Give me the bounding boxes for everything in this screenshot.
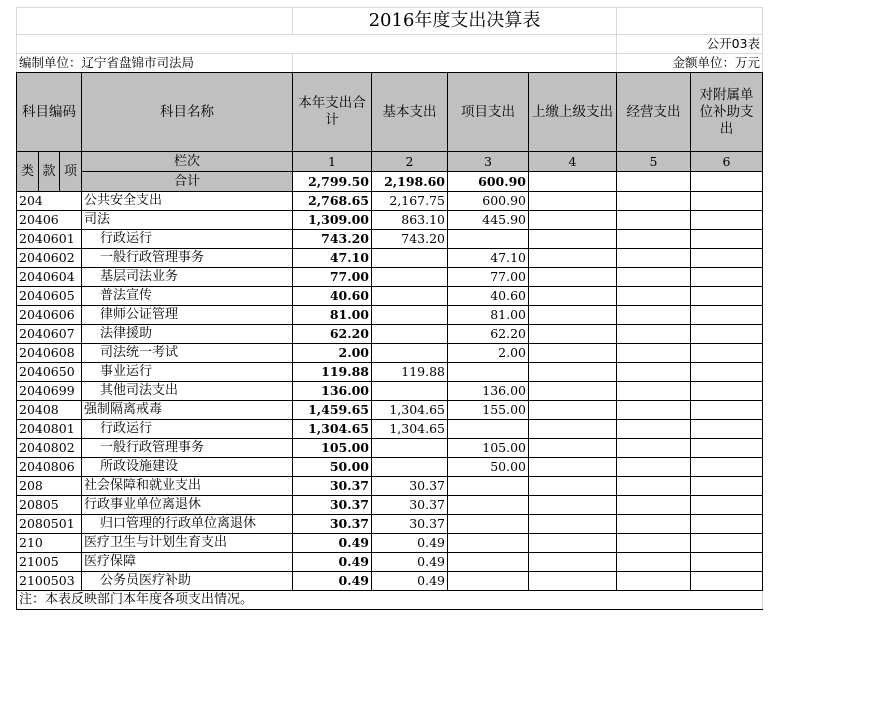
row-project: [448, 230, 529, 249]
row-total: 62.20: [293, 325, 372, 344]
table-row: [17, 249, 763, 268]
row-total: 0.49: [293, 553, 372, 572]
row-total: 743.20: [293, 230, 372, 249]
row-total: 1,304.65: [293, 420, 372, 439]
row-basic: [372, 382, 448, 401]
row-code: 21005: [17, 553, 82, 572]
row-total: 47.10: [293, 249, 372, 268]
row-upper: [529, 363, 617, 382]
table-row: [17, 344, 763, 363]
row-total: 119.88: [293, 363, 372, 382]
row-name: 行政运行: [82, 420, 293, 439]
table-row: [17, 515, 763, 534]
row-upper: [529, 458, 617, 477]
row-code: 20408: [17, 401, 82, 420]
row-upper: [529, 534, 617, 553]
row-code: 2040650: [17, 363, 82, 382]
row-business: [617, 382, 691, 401]
row-basic: [372, 306, 448, 325]
row-project: 155.00: [448, 401, 529, 420]
row-project: [448, 534, 529, 553]
row-name: 基层司法业务: [82, 268, 293, 287]
col-num-4: 4: [529, 152, 617, 172]
row-basic: [372, 344, 448, 363]
header-kuan: 款: [39, 152, 60, 192]
total-label: 合计: [82, 172, 293, 192]
row-business: [617, 230, 691, 249]
table-row: [17, 496, 763, 515]
row-subsidy: [691, 572, 763, 591]
unit-label: 编制单位：辽宁省盘锦市司法局: [17, 54, 293, 73]
col-num-3: 3: [448, 152, 529, 172]
row-subsidy: [691, 306, 763, 325]
header-xiang: 项: [60, 152, 82, 192]
row-subsidy: [691, 287, 763, 306]
table-row: [17, 458, 763, 477]
col-num-1: 1: [293, 152, 372, 172]
header-subsidy: 对附属单位补助支出: [691, 73, 763, 152]
table-row: [17, 572, 763, 591]
row-project: 105.00: [448, 439, 529, 458]
row-business: [617, 287, 691, 306]
row-business: [617, 401, 691, 420]
header-basic: 基本支出: [372, 73, 448, 152]
row-upper: [529, 477, 617, 496]
row-code: 2040604: [17, 268, 82, 287]
table-row: [17, 401, 763, 420]
row-total: 1,309.00: [293, 211, 372, 230]
row-project: 445.90: [448, 211, 529, 230]
row-total: 30.37: [293, 496, 372, 515]
total-total: 2,799.50: [293, 172, 372, 192]
row-upper: [529, 496, 617, 515]
row-subsidy: [691, 325, 763, 344]
table-row: [17, 306, 763, 325]
row-code: 204: [17, 192, 82, 211]
row-name: 普法宣传: [82, 287, 293, 306]
row-project: 77.00: [448, 268, 529, 287]
row-business: [617, 534, 691, 553]
table-row: [17, 268, 763, 287]
row-upper: [529, 401, 617, 420]
row-upper: [529, 344, 617, 363]
row-basic: [372, 458, 448, 477]
row-basic: [372, 439, 448, 458]
row-basic: 119.88: [372, 363, 448, 382]
expenditure-table: [16, 7, 763, 610]
row-business: [617, 496, 691, 515]
row-business: [617, 458, 691, 477]
row-subsidy: [691, 458, 763, 477]
row-project: [448, 363, 529, 382]
row-total: 0.49: [293, 534, 372, 553]
row-name: 医疗保障: [82, 553, 293, 572]
row-upper: [529, 382, 617, 401]
table-row: [17, 477, 763, 496]
row-project: [448, 420, 529, 439]
table-row: [17, 230, 763, 249]
total-basic: 2,198.60: [372, 172, 448, 192]
row-total: 81.00: [293, 306, 372, 325]
row-upper: [529, 287, 617, 306]
row-basic: 0.49: [372, 534, 448, 553]
table-row: [17, 534, 763, 553]
table-row: [17, 553, 763, 572]
col-num-2: 2: [372, 152, 448, 172]
row-business: [617, 249, 691, 268]
row-business: [617, 439, 691, 458]
header-business: 经营支出: [617, 73, 691, 152]
row-code: 2080501: [17, 515, 82, 534]
row-code: 2100503: [17, 572, 82, 591]
col-num-5: 5: [617, 152, 691, 172]
row-upper: [529, 268, 617, 287]
col-num-6: 6: [691, 152, 763, 172]
row-subsidy: [691, 363, 763, 382]
row-subsidy: [691, 553, 763, 572]
row-basic: 30.37: [372, 515, 448, 534]
row-name: 律师公证管理: [82, 306, 293, 325]
row-total: 2.00: [293, 344, 372, 363]
row-subsidy: [691, 230, 763, 249]
row-total: 2,768.65: [293, 192, 372, 211]
row-subsidy: [691, 515, 763, 534]
row-code: 210: [17, 534, 82, 553]
row-name: 司法: [82, 211, 293, 230]
row-business: [617, 553, 691, 572]
row-business: [617, 477, 691, 496]
header-column-order: 栏次: [82, 152, 293, 172]
row-project: 600.90: [448, 192, 529, 211]
row-total: 30.37: [293, 515, 372, 534]
row-name: 法律援助: [82, 325, 293, 344]
row-basic: 1,304.65: [372, 401, 448, 420]
row-business: [617, 192, 691, 211]
row-name: 归口管理的行政单位离退休: [82, 515, 293, 534]
row-basic: 0.49: [372, 572, 448, 591]
row-upper: [529, 420, 617, 439]
row-upper: [529, 553, 617, 572]
row-total: 40.60: [293, 287, 372, 306]
row-basic: 0.49: [372, 553, 448, 572]
row-basic: 30.37: [372, 477, 448, 496]
table-row: [17, 439, 763, 458]
header-total: 本年支出合计: [293, 73, 372, 152]
amount-unit: 金额单位：万元: [617, 54, 763, 73]
row-code: 2040606: [17, 306, 82, 325]
header-lei: 类: [17, 152, 39, 192]
row-code: 20805: [17, 496, 82, 515]
row-business: [617, 306, 691, 325]
row-total: 0.49: [293, 572, 372, 591]
row-upper: [529, 572, 617, 591]
row-project: 50.00: [448, 458, 529, 477]
row-total: 1,459.65: [293, 401, 372, 420]
table-note: 注：本表反映部门本年度各项支出情况。: [17, 591, 763, 610]
row-code: 2040801: [17, 420, 82, 439]
row-total: 30.37: [293, 477, 372, 496]
row-name: 一般行政管理事务: [82, 439, 293, 458]
row-name: 社会保障和就业支出: [82, 477, 293, 496]
row-total: 77.00: [293, 268, 372, 287]
row-subsidy: [691, 534, 763, 553]
row-business: [617, 268, 691, 287]
row-upper: [529, 306, 617, 325]
row-name: 其他司法支出: [82, 382, 293, 401]
header-code: 科目编码: [17, 73, 82, 152]
row-basic: [372, 325, 448, 344]
row-basic: 2,167.75: [372, 192, 448, 211]
row-code: 2040802: [17, 439, 82, 458]
row-subsidy: [691, 477, 763, 496]
row-subsidy: [691, 249, 763, 268]
row-subsidy: [691, 496, 763, 515]
table-row: [17, 211, 763, 230]
row-basic: 743.20: [372, 230, 448, 249]
row-basic: [372, 249, 448, 268]
row-basic: [372, 287, 448, 306]
row-name: 所政设施建设: [82, 458, 293, 477]
row-name: 事业运行: [82, 363, 293, 382]
table-row: [17, 287, 763, 306]
row-business: [617, 363, 691, 382]
row-basic: 30.37: [372, 496, 448, 515]
table-row: [17, 382, 763, 401]
page-title: 2016年度支出决算表: [293, 8, 617, 35]
row-project: 40.60: [448, 287, 529, 306]
row-name: 强制隔离戒毒: [82, 401, 293, 420]
row-code: 2040605: [17, 287, 82, 306]
row-code: 2040601: [17, 230, 82, 249]
row-subsidy: [691, 382, 763, 401]
row-upper: [529, 211, 617, 230]
table-row: [17, 363, 763, 382]
row-subsidy: [691, 439, 763, 458]
table-row: [17, 325, 763, 344]
row-project: 136.00: [448, 382, 529, 401]
row-name: 行政运行: [82, 230, 293, 249]
row-basic: 1,304.65: [372, 420, 448, 439]
row-total: 136.00: [293, 382, 372, 401]
row-code: 208: [17, 477, 82, 496]
row-project: [448, 572, 529, 591]
header-project: 项目支出: [448, 73, 529, 152]
total-row: [17, 172, 763, 192]
row-upper: [529, 192, 617, 211]
row-project: 81.00: [448, 306, 529, 325]
row-name: 公共安全支出: [82, 192, 293, 211]
row-code: 2040602: [17, 249, 82, 268]
row-business: [617, 572, 691, 591]
total-project: 600.90: [448, 172, 529, 192]
row-total: 105.00: [293, 439, 372, 458]
row-upper: [529, 515, 617, 534]
row-name: 司法统一考试: [82, 344, 293, 363]
row-code: 2040806: [17, 458, 82, 477]
row-upper: [529, 439, 617, 458]
row-business: [617, 344, 691, 363]
row-project: [448, 553, 529, 572]
row-name: 行政事业单位离退休: [82, 496, 293, 515]
row-upper: [529, 249, 617, 268]
row-name: 公务员医疗补助: [82, 572, 293, 591]
spreadsheet: [16, 7, 763, 610]
row-basic: [372, 268, 448, 287]
row-project: 2.00: [448, 344, 529, 363]
row-code: 20406: [17, 211, 82, 230]
header-name: 科目名称: [82, 73, 293, 152]
row-total: 50.00: [293, 458, 372, 477]
row-project: [448, 515, 529, 534]
row-upper: [529, 230, 617, 249]
row-code: 2040699: [17, 382, 82, 401]
row-project: 62.20: [448, 325, 529, 344]
row-subsidy: [691, 344, 763, 363]
row-business: [617, 211, 691, 230]
row-name: 医疗卫生与计划生育支出: [82, 534, 293, 553]
form-code: 公开03表: [617, 35, 763, 54]
row-business: [617, 325, 691, 344]
row-business: [617, 420, 691, 439]
row-project: 47.10: [448, 249, 529, 268]
table-row: [17, 192, 763, 211]
table-row: [17, 420, 763, 439]
row-name: 一般行政管理事务: [82, 249, 293, 268]
row-basic: 863.10: [372, 211, 448, 230]
row-subsidy: [691, 192, 763, 211]
row-code: 2040607: [17, 325, 82, 344]
row-subsidy: [691, 211, 763, 230]
row-subsidy: [691, 401, 763, 420]
row-project: [448, 477, 529, 496]
row-project: [448, 496, 529, 515]
row-subsidy: [691, 268, 763, 287]
row-subsidy: [691, 420, 763, 439]
row-upper: [529, 325, 617, 344]
header-upper: 上缴上级支出: [529, 73, 617, 152]
row-business: [617, 515, 691, 534]
row-code: 2040608: [17, 344, 82, 363]
